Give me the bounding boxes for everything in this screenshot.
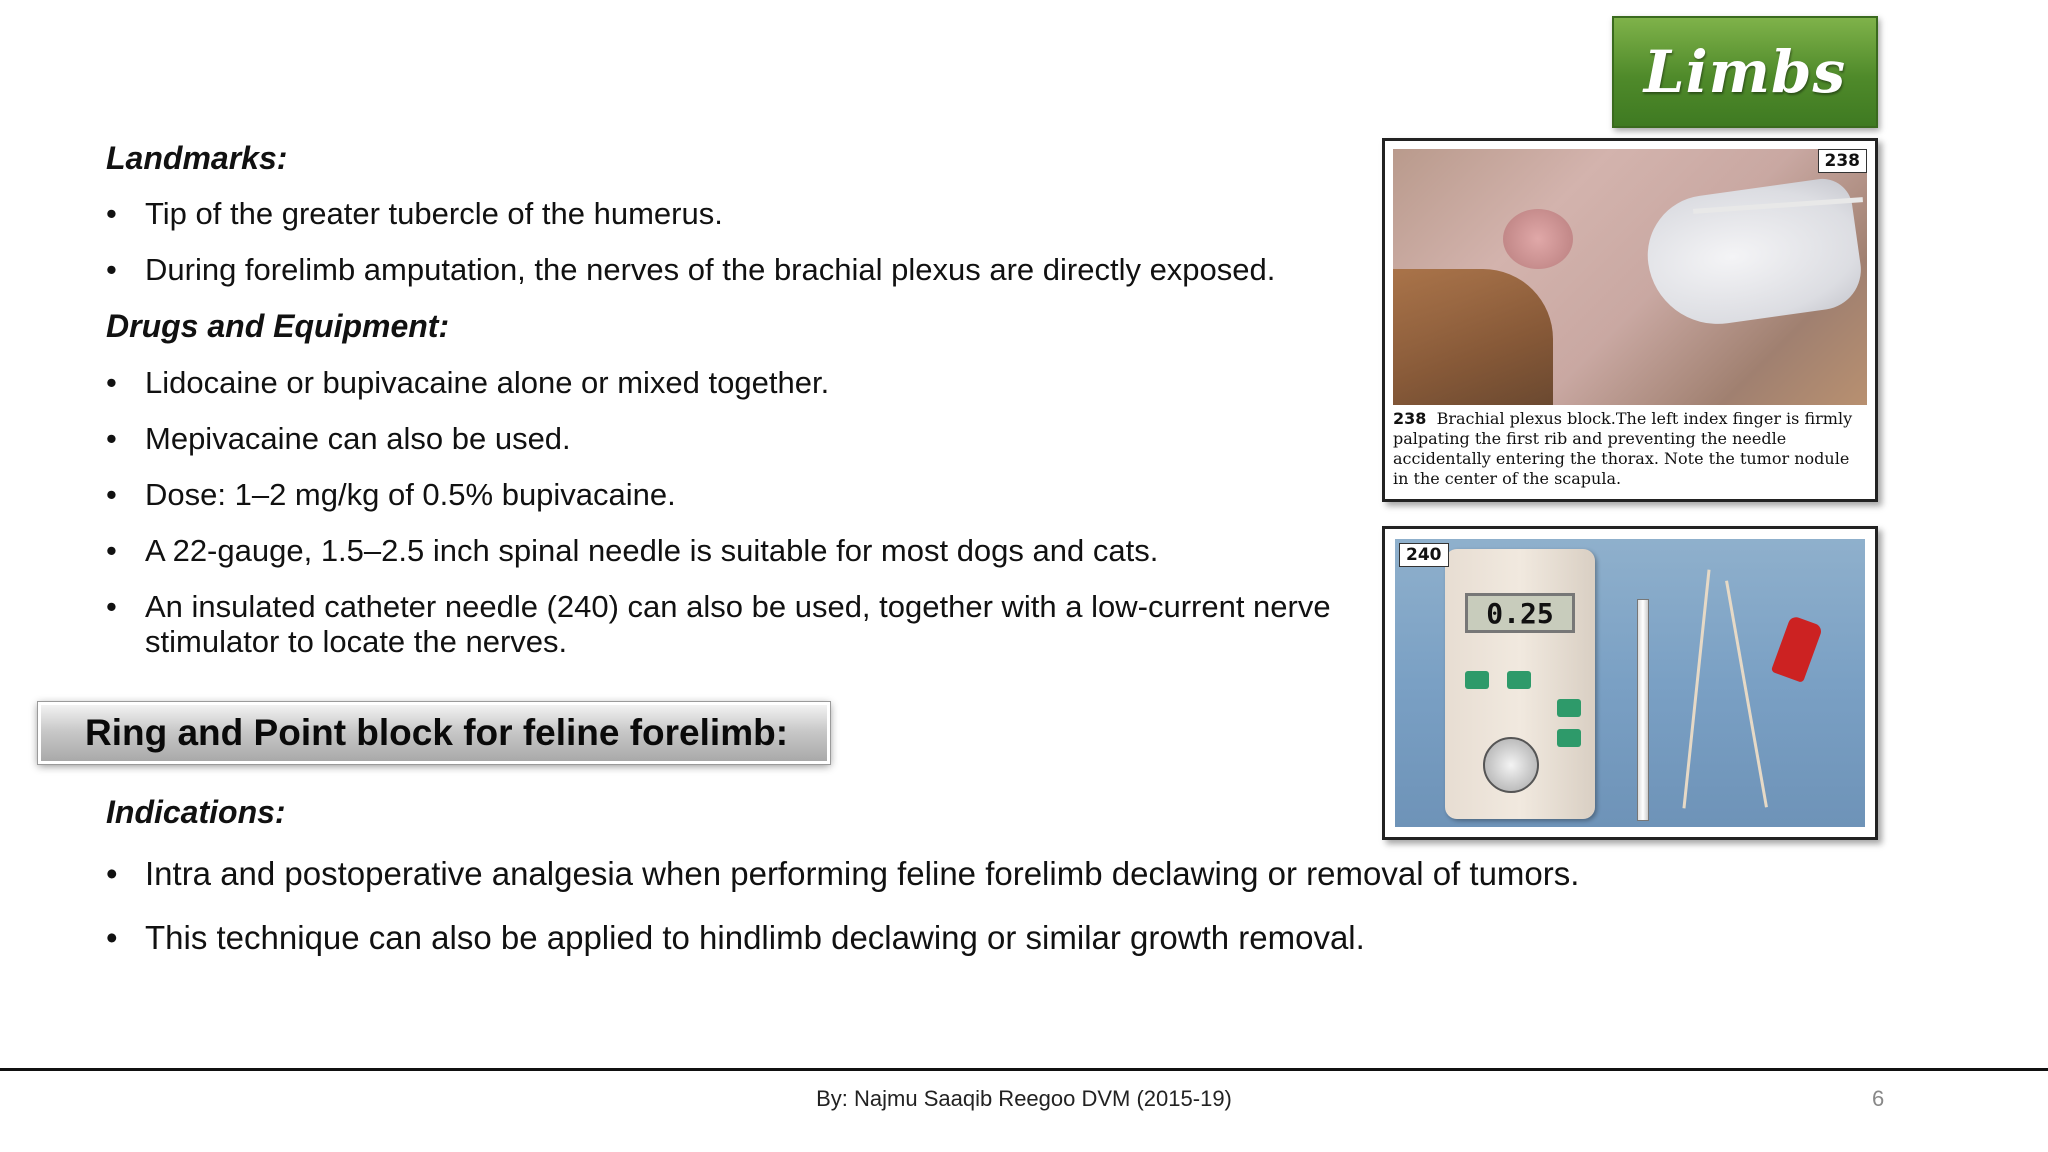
stimulator-display: 0.25 [1465,593,1575,633]
indications-heading: Indications: [106,794,286,830]
syringe [1637,599,1649,821]
list-item: • Tip of the greater tubercle of the humerus. [106,196,723,232]
list-item: • Dose: 1–2 mg/kg of 0.5% bupivacaine. [106,477,676,513]
brachial-plexus-photo [1393,149,1867,405]
list-item: • Intra and postoperative analgesia when performing feline forelimb declawing or removal of tumors. [106,856,1866,892]
landmarks-heading: Landmarks: [106,140,288,176]
list-item: • An insulated catheter needle (240) can also be used, together with a low-current nerve stimulator to locate the nerves. [106,589,1375,659]
list-item: • Mepivacaine can also be used. [106,421,571,457]
drugs-list-5 [106,589,1356,659]
figure-number: 240 [1399,543,1449,567]
figure-number: 238 [1818,149,1868,173]
page-number: 6 [1872,1086,1885,1111]
nerve-stimulator-photo [1395,539,1865,827]
figure-brachial-plexus [1382,138,1878,502]
dial-knob [1483,737,1539,793]
drugs-list-1 [106,365,829,401]
indications-list [106,856,1866,956]
list-item: • During forelimb amputation, the nerves of the brachial plexus are directly exposed. [106,252,1275,288]
list-item: • This technique can also be applied to hindlimb declawing or similar growth removal. [106,920,1866,956]
section-title-bar [38,702,830,764]
figure-nerve-stimulator [1382,526,1878,840]
list-item: • A 22-gauge, 1.5–2.5 inch spinal needle is suitable for most dogs and cats. [106,533,1158,569]
drugs-heading: Drugs and Equipment: [106,308,450,344]
figure-caption: 238 Brachial plexus block.The left index finger is firmly palpating the first rib and preventing the needle accidentally entering the thorax. Note the tumor nodule in the center of the scapula. [1393,409,1853,488]
landmarks-list-2 [106,252,1275,288]
landmarks-list [106,196,723,232]
title-badge-text: Limbs [1643,38,1847,106]
nerve-stimulator-device [1445,549,1595,819]
title-badge [1612,16,1878,128]
drugs-list-2 [106,421,571,457]
alligator-clip [1771,615,1823,683]
drugs-list-4 [106,533,1158,569]
drugs-list-3 [106,477,676,513]
list-item: • Lidocaine or bupivacaine alone or mixed together. [106,365,829,401]
footer-divider [0,1068,2048,1071]
tumor-nodule [1503,209,1573,269]
footer-author: By: Najmu Saaqib Reegoo DVM (2015-19) [816,1086,1232,1111]
section-title: Ring and Point block for feline forelimb: [85,712,789,753]
